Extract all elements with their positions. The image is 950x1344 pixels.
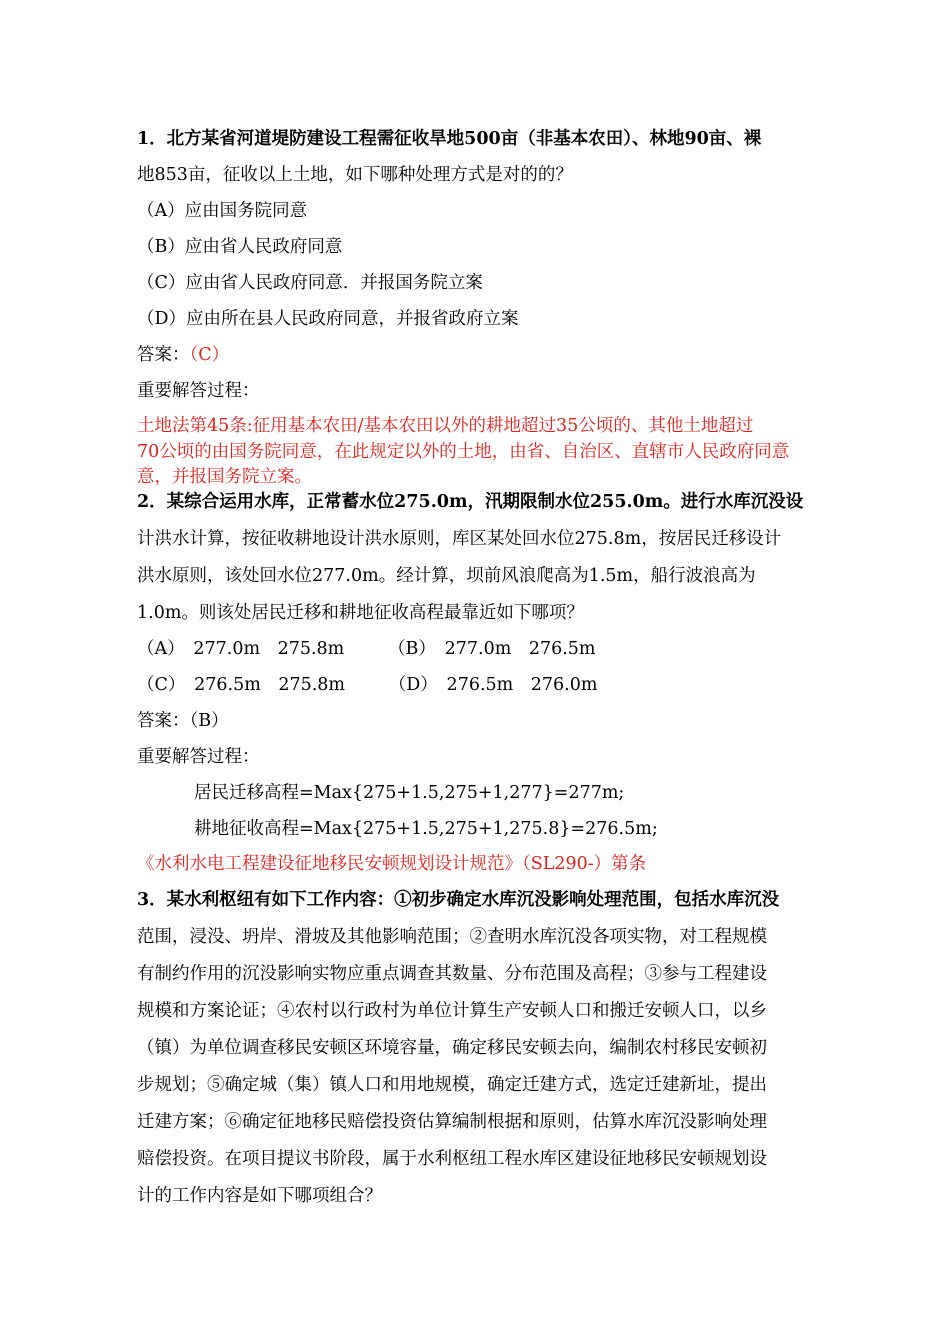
q2-title-line1: 2．某综合运用水库，正常蓄水位275.0m，汛期限制水位255.0m。进行水库沉没设 bbox=[137, 492, 804, 512]
q3-line4: （镇）为单位调查移民安顿区环境容量，确定移民安顿去向，编制农村移民安顿初 bbox=[137, 1038, 767, 1058]
q2-calc-line1: 居民迁移高程=Max{275+1.5,275+1,277}=277m; bbox=[194, 783, 625, 803]
q1-answer bbox=[137, 343, 229, 367]
q2-line2: 洪水原则，该处回水位277.0m。经计算，坝前风浪爬高为1.5m，船行波浪高为 bbox=[137, 566, 756, 586]
q3-line5: 步规划；⑤确定城（集）镇人口和用地规模，确定迁建方式，选定迁建新址，提出 bbox=[137, 1075, 767, 1095]
q3-line8: 计的工作内容是如下哪项组合？ bbox=[137, 1186, 382, 1206]
q3-line2: 有制约作用的沉没影响实物应重点调查其数量、分布范围及高程；③参与工程建设 bbox=[137, 964, 767, 984]
q1-option-b: （B）应由省人民政府同意 bbox=[137, 237, 343, 257]
q1-explanation-line1: 土地法第45条:征用基本农田/基本农田以外的耕地超过35公顷的、其他土地超过 bbox=[137, 416, 754, 436]
q2-process-label: 重要解答过程： bbox=[137, 747, 260, 767]
q2-answer bbox=[137, 709, 229, 733]
q1-answer-value: （C） bbox=[189, 345, 230, 365]
q3-line1: 范围，浸没、坍岸、滑坡及其他影响范围；②查明水库沉没各项实物，对工程规模 bbox=[137, 927, 767, 947]
q2-options-row2: （C） 276.5m 275.8m （D） 276.5m 276.0m bbox=[137, 675, 598, 695]
q1-option-d: （D）应由所在县人民政府同意，并报省政府立案 bbox=[137, 309, 519, 329]
q1-title-line2: 地853亩，征收以上土地，如下哪种处理方式是对的的？ bbox=[137, 165, 573, 185]
q2-line3: 1.0m。则该处居民迁移和耕地征收高程最靠近如下哪项？ bbox=[137, 603, 584, 623]
q1-explanation-line3: 意，并报国务院立案。 bbox=[137, 467, 312, 487]
q2-answer-value: （B） bbox=[189, 711, 229, 731]
q2-answer-label: 答案： bbox=[137, 711, 190, 731]
q3-title-line1: 3．某水利枢纽有如下工作内容：①初步确定水库沉没影响处理范围，包括水库沉没 bbox=[137, 890, 780, 910]
q2-reference: 《水利水电工程建设征地移民安顿规划设计规范》（SL290-）第条 bbox=[137, 854, 647, 874]
q3-line3: 规模和方案论证；④农村以行政村为单位计算生产安顿人口和搬迁安顿人口，以乡 bbox=[137, 1001, 767, 1021]
q1-answer-label: 答案： bbox=[137, 345, 190, 365]
q1-explanation-line2: 70公顷的由国务院同意，在此规定以外的土地，由省、自治区、直辖市人民政府同意 bbox=[137, 442, 790, 462]
q2-calc-line2: 耕地征收高程=Max{275+1.5,275+1,275.8}=276.5m; bbox=[194, 819, 658, 839]
q3-line7: 赔偿投资。在项目提议书阶段，属于水利枢纽工程水库区建设征地移民安顿规划设 bbox=[137, 1149, 767, 1169]
q3-line6: 迁建方案；⑥确定征地移民赔偿投资估算编制根据和原则，估算水库沉没影响处理 bbox=[137, 1112, 767, 1132]
q2-options-row1: （A） 277.0m 275.8m （B） 277.0m 276.5m bbox=[137, 639, 596, 659]
q1-process-label: 重要解答过程： bbox=[137, 381, 260, 401]
q1-title-line1: 1．北方某省河道堤防建设工程需征收旱地500亩（非基本农田）、林地90亩、裸 bbox=[137, 129, 762, 149]
q1-option-c: （C）应由省人民政府同意．并报国务院立案 bbox=[137, 273, 483, 293]
q1-option-a: （A）应由国务院同意 bbox=[137, 201, 308, 221]
q2-line1: 计洪水计算，按征收耕地设计洪水原则，库区某处回水位275.8m，按居民迁移设计 bbox=[137, 529, 782, 549]
